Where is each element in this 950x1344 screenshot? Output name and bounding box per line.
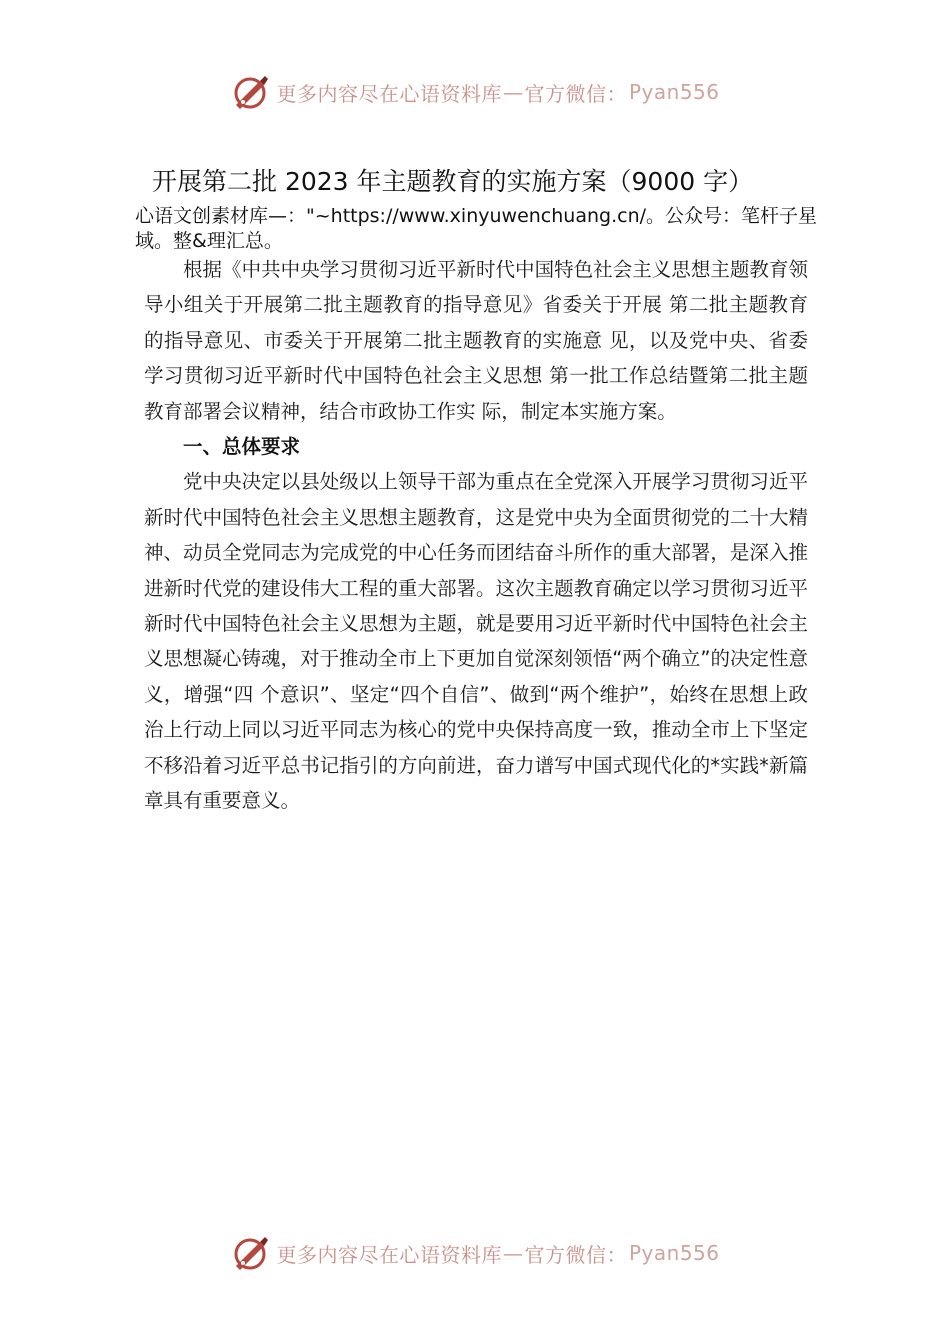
banner-text: 更多内容尽在心语资料库 xyxy=(276,81,502,106)
banner-separator: — xyxy=(502,80,524,104)
banner-text: 更多内容尽在心语资料库 xyxy=(276,1242,502,1267)
document-body xyxy=(144,252,808,819)
footer-watermark-banner xyxy=(0,1231,950,1275)
banner-wechat-id: Pyan556 xyxy=(628,80,720,104)
pen-circle-logo-icon xyxy=(230,1233,270,1273)
header-watermark-banner xyxy=(0,70,950,114)
body-paragraph: 根据《中共中央学习贯彻习近平新时代中国特色社会主义思想主题教育领导小组关于开展第二批主题教育的指导意见》省委关于开展 第二批主题教育的指导意见、市委关于开展第二批主题教育的实施意 见，以及党中央、省委学习贯彻习近平新时代中国特色社会主义思想 第一批工作总结暨第二批主题教育部署会议精神，结合市政协工作实 际，制定本实施方案。 xyxy=(144,258,808,423)
banner-wechat-label: 官方微信： xyxy=(524,81,627,106)
section-heading: 一、总体要求 xyxy=(183,435,301,459)
pen-circle-logo-icon xyxy=(230,72,270,112)
source-line: 心语文创素材库—："~https://www.xinyuwenchuang.cn/。公众号：笔杆子星域。整&理汇总。 xyxy=(135,205,818,252)
banner-separator: — xyxy=(502,1241,524,1265)
document-title: 开展第二批 2023 年主题教育的实施方案（9000 字） xyxy=(152,167,754,196)
banner-wechat-id: Pyan556 xyxy=(628,1241,720,1265)
banner-wechat-label: 官方微信： xyxy=(524,1242,627,1267)
body-paragraph: 党中央决定以县处级以上领导干部为重点在全党深入开展学习贯彻习近平新时代中国特色社会主义思想主题教育，这是党中央为全面贯彻党的二十大精神、动员全党同志为完成党的中心任务而团结奋斗所作的重大部署，是深入推进新时代党的建设伟大工程的重大部署。这次主题教育确定以学习贯彻习近平新时代中国特色社会主义思想为主题，就是要用习近平新时代中国特色社会主义思想凝心铸魂，对于推动全市上下更加自觉深刻领悟“两个确立”的决定性意义，增强“四 个意识”、坚定“四个自信”、做到“两个维护”，始终在思想上政治上行动上同以习近平同志为核心的党中央保持高度一致，推动全市上下坚定不移沿着习近平总书记指引的方向前进，奋力谱写中国式现代化的*实践*新篇章具有重要意义。 xyxy=(144,470,808,813)
